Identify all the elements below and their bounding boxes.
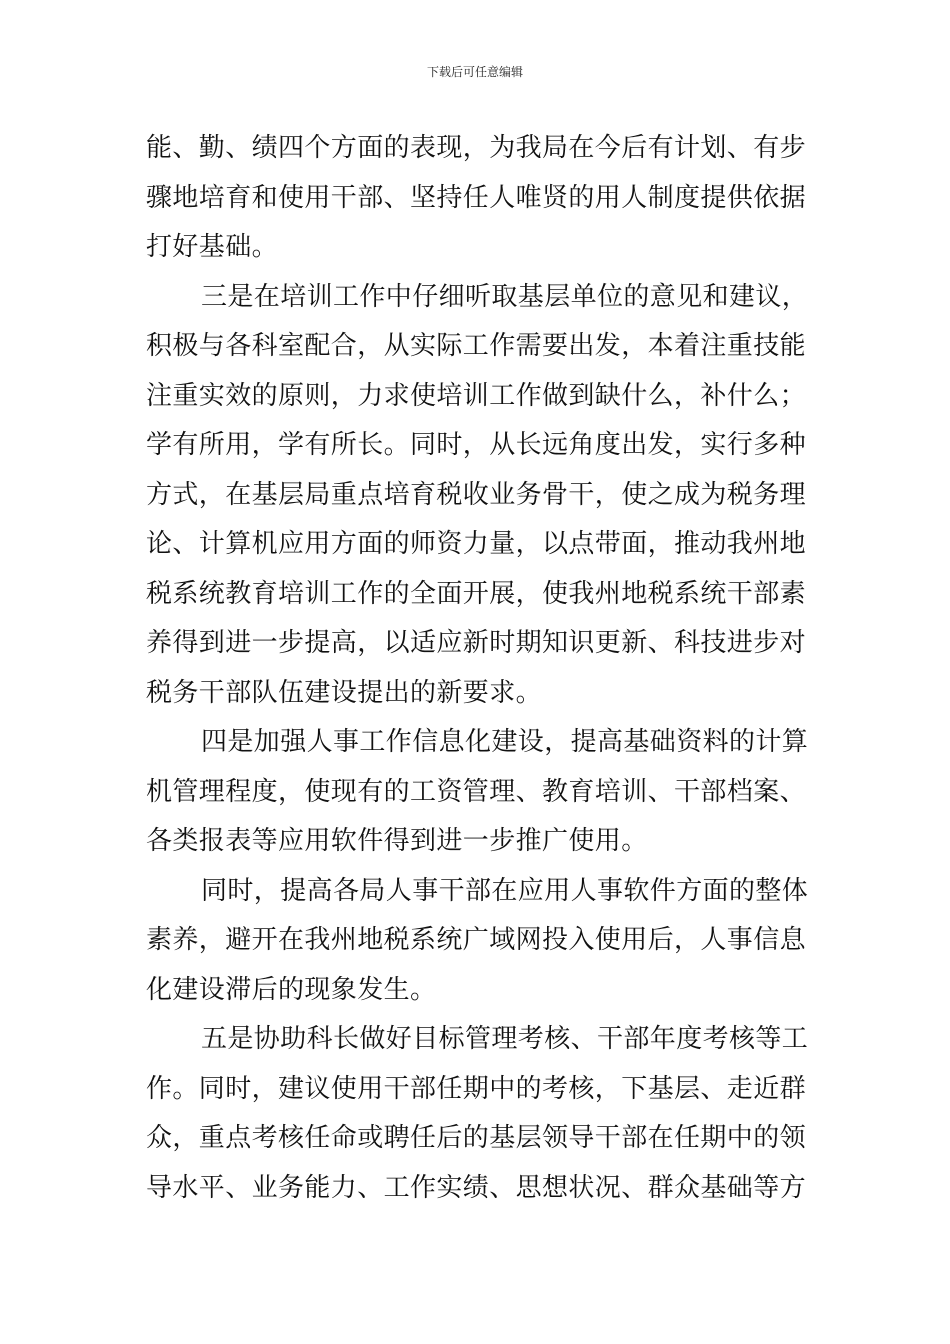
paragraph-2-line-3: 注重实效的原则，力求使培训工作做到缺什么，补什么；: [146, 380, 807, 411]
paragraph-3-line-1: 四是加强人事工作信息化建设，提高基础资料的计算: [201, 727, 809, 757]
paragraph-2-line-9: 税务干部队伍建设提出的新要求。: [146, 677, 543, 708]
paragraph-5-line-1: 五是协助科长做好目标管理考核、干部年度考核等工: [201, 1024, 809, 1054]
paragraph-1-line-1: 能、勤、绩四个方面的表现，为我局在今后有计划、有步: [146, 133, 807, 163]
paragraph-4-line-3: 化建设滞后的现象发生。: [146, 974, 437, 1005]
paragraph-2-line-1: 三是在培训工作中仔细听取基层单位的意见和建议，: [201, 281, 809, 312]
paragraph-2-line-7: 税系统教育培训工作的全面开展，使我州地税系统干部素: [146, 578, 807, 609]
paragraph-5-line-3: 众，重点考核任命或聘任后的基层领导干部在任期中的领: [146, 1123, 807, 1153]
document-body: [146, 124, 809, 1213]
paragraph-2-line-6: 论、计算机应用方面的师资力量，以点带面，推动我州地: [146, 529, 807, 559]
paragraph-1-line-2: 骤地培育和使用干部、坚持任人唯贤的用人制度提供依据: [146, 182, 807, 213]
paragraph-3-line-3: 各类报表等应用软件得到进一步推广使用。: [146, 826, 648, 856]
paragraph-5-line-2: 作。同时，建议使用干部任期中的考核，下基层、走近群: [146, 1073, 807, 1104]
paragraph-2-line-5: 方式，在基层局重点培育税收业务骨干，使之成为税务理: [146, 479, 807, 510]
paragraph-2-line-8: 养得到进一步提高，以适应新时期知识更新、科技进步对: [146, 628, 807, 658]
paragraph-2-line-2: 积极与各科室配合，从实际工作需要出发，本着注重技能: [146, 331, 807, 361]
page-header: 下载后可任意编辑: [426, 65, 523, 79]
paragraph-4-line-2: 素养，避开在我州地税系统广域网投入使用后，人事信息: [146, 925, 807, 955]
paragraph-5-line-4: 导水平、业务能力、工作实绩、思想状况、群众基础等方: [146, 1172, 807, 1203]
paragraph-4-line-1: 同时，提高各局人事干部在应用人事软件方面的整体: [201, 875, 809, 906]
paragraph-1-line-3: 打好基础。: [146, 232, 279, 262]
paragraph-3-line-2: 机管理程度，使现有的工资管理、教育培训、干部档案、: [146, 776, 807, 807]
paragraph-2-line-4: 学有所用，学有所长。同时，从长远角度出发，实行多种: [146, 430, 807, 460]
